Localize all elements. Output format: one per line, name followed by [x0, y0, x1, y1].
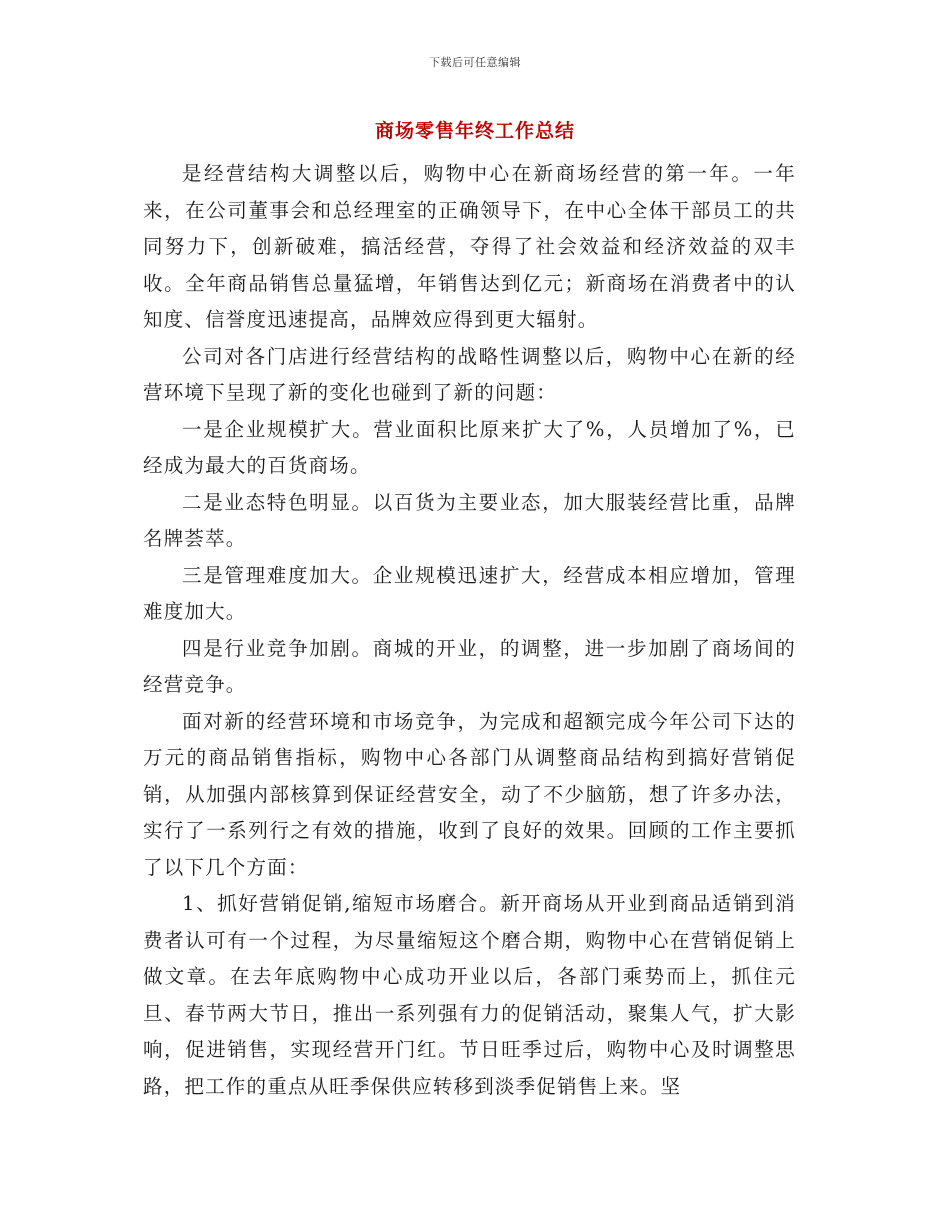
paragraph: 公司对各门店进行经营结构的战略性调整以后，购物中心在新的经营环境下呈现了新的变化也碰到了新的问题： — [143, 344, 796, 404]
document-title: 商场零售年终工作总结 — [374, 120, 575, 142]
paragraph: 一是企业规模扩大。营业面积比原来扩大了%，人员增加了%，已经成为最大的百货商场。 — [143, 417, 796, 477]
paragraph: 面对新的经营环境和市场竞争，为完成和超额完成今年公司下达的万元的商品销售指标，购物中心各部门从调整商品结构到搞好营销促销，从加强内部核算到保证经营安全，动了不少脑筋，想了许多办法，实行了一系列行之有效的措施，收到了良好的效果。回顾的工作主要抓了以下几个方面： — [143, 709, 796, 879]
paragraph: 是经营结构大调整以后，购物中心在新商场经营的第一年。一年来，在公司董事会和总经理室的正确领导下，在中心全体干部员工的共同努力下，创新破难，搞活经营，夺得了社会效益和经济效益的双丰收。全年商品销售总量猛增，年销售达到亿元；新商场在消费者中的认知度、信誉度迅速提高，品牌效应得到更大辐射。 — [143, 162, 796, 331]
paragraph: 1、抓好营销促销,缩短市场磨合。新开商场从开业到商品适销到消费者认可有一个过程，为尽量缩短这个磨合期，购物中心在营销促销上做文章。在去年底购物中心成功开业以后，各部门乘势而上，抓住元旦、春节两大节日，推出一系列强有力的促销活动，聚集人气，扩大影响，促进销售，实现经营开门红。节日旺季过后，购物中心及时调整思路，把工作的重点从旺季保供应转移到淡季促销售上来。坚 — [143, 892, 796, 1098]
paragraph: 四是行业竞争加剧。商城的开业，的调整，进一步加剧了商场间的经营竞争。 — [143, 636, 796, 696]
paragraph: 三是管理难度加大。企业规模迅速扩大，经营成本相应增加，管理难度加大。 — [143, 563, 796, 623]
paragraph: 二是业态特色明显。以百货为主要业态，加大服装经营比重，品牌名牌荟萃。 — [143, 490, 796, 550]
header-note: 下载后可任意编辑 — [429, 56, 521, 69]
document-body — [143, 156, 796, 1105]
